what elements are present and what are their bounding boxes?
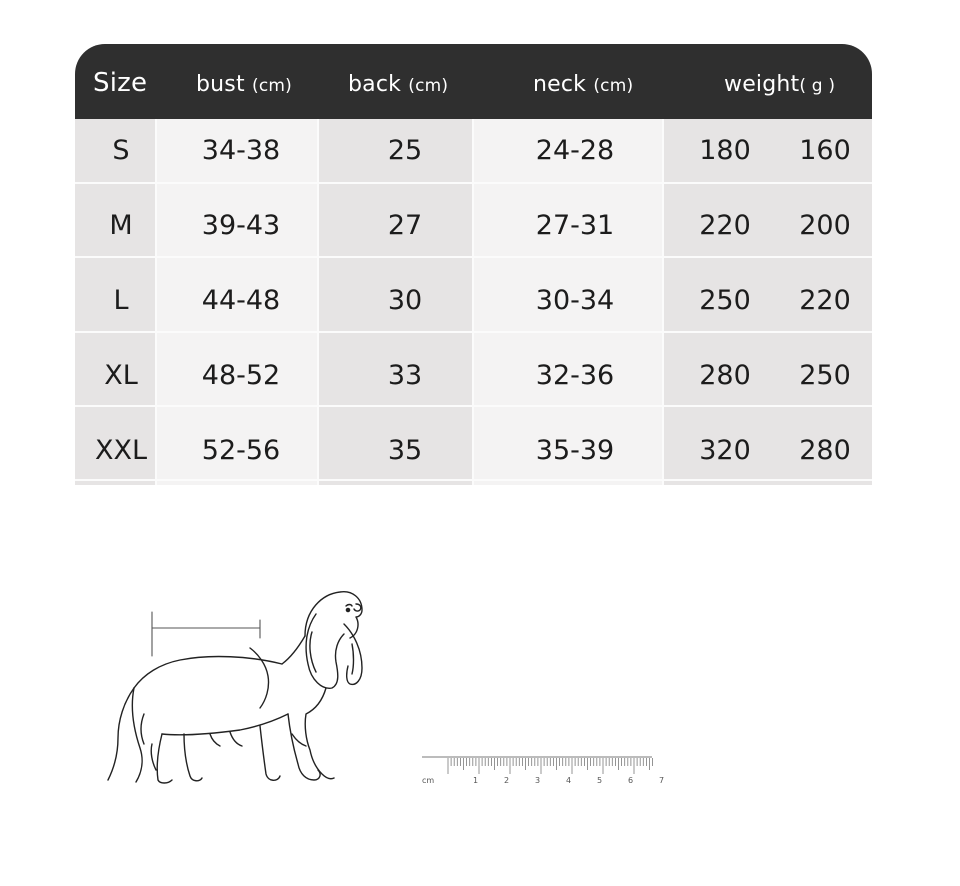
header-neck-label: neck: [533, 72, 587, 97]
cell-back: 35: [387, 435, 423, 466]
cell-bust: 52-56: [201, 435, 281, 466]
ruler-number: 7: [659, 776, 665, 785]
cell-weight-2: 250: [799, 360, 851, 391]
ruler-number: 5: [597, 776, 603, 785]
cell-bust: 34-38: [201, 135, 281, 166]
header-back: [348, 44, 448, 119]
ruler-icon: [418, 754, 665, 786]
dog-measurement-illustration-icon: [100, 584, 380, 794]
cell-weight-1: 180: [699, 135, 751, 166]
ruler-unit-label: cm: [422, 776, 435, 785]
cell-size: XXL: [94, 435, 148, 466]
cell-weight-1: 250: [699, 285, 751, 316]
cell-neck: 27-31: [535, 210, 615, 241]
cell-back: 27: [387, 210, 423, 241]
ruler-number: 4: [566, 776, 572, 785]
header-neck-unit: (cm): [593, 76, 634, 96]
header-bust: [196, 44, 292, 119]
ruler-numbers: [473, 776, 664, 785]
table-header: [75, 44, 872, 119]
size-chart-table: [75, 44, 872, 485]
cell-size: XL: [104, 360, 138, 391]
measurement-line-icon: [152, 612, 260, 656]
cell-weight-2: 160: [799, 135, 851, 166]
header-weight: [724, 44, 835, 119]
header-neck: [533, 44, 633, 119]
header-size: Size: [93, 68, 148, 98]
cell-back: 30: [387, 285, 423, 316]
header-bust-unit: (cm): [252, 76, 292, 96]
header-weight-label: weight: [724, 72, 800, 97]
ruler-number: 1: [473, 776, 479, 785]
header-weight-unit: ( g ): [799, 76, 836, 96]
cell-size: M: [109, 210, 133, 241]
cell-weight-1: 220: [699, 210, 751, 241]
ruler-number: 6: [628, 776, 634, 785]
cell-size: S: [112, 135, 130, 166]
cell-weight-2: 220: [799, 285, 851, 316]
header-back-unit: (cm): [408, 76, 449, 96]
cell-neck: 32-36: [535, 360, 615, 391]
cell-neck: 30-34: [535, 285, 615, 316]
table-body: [75, 119, 872, 485]
ruler-number: 2: [504, 776, 510, 785]
cell-neck: 24-28: [535, 135, 615, 166]
cell-weight-1: 320: [699, 435, 751, 466]
cell-back: 25: [387, 135, 423, 166]
ruler-ticks: [448, 758, 653, 774]
cell-size: L: [113, 285, 129, 316]
cell-back: 33: [387, 360, 423, 391]
cell-bust: 48-52: [201, 360, 281, 391]
cell-neck: 35-39: [535, 435, 615, 466]
header-bust-label: bust: [196, 72, 245, 97]
cell-weight-2: 200: [799, 210, 851, 241]
cell-bust: 44-48: [201, 285, 281, 316]
cell-bust: 39-43: [201, 210, 281, 241]
header-back-label: back: [348, 72, 402, 97]
cell-weight-2: 280: [799, 435, 851, 466]
cell-weight-1: 280: [699, 360, 751, 391]
ruler-number: 3: [535, 776, 541, 785]
